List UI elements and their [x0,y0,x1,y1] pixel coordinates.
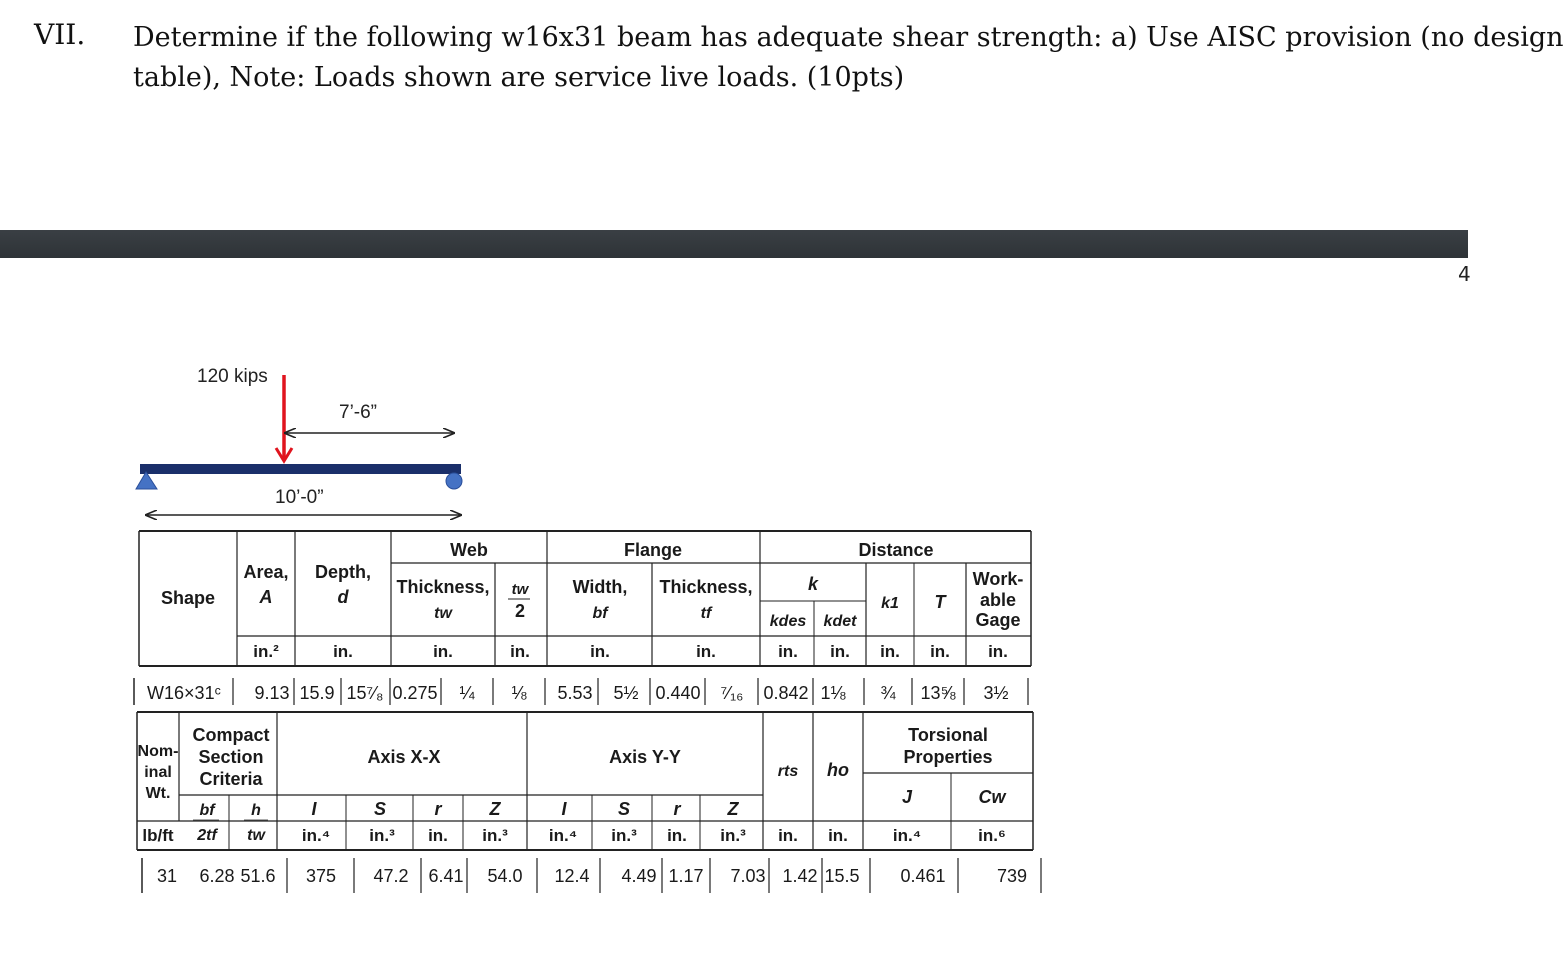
header-depth: Depth, [315,562,371,582]
header-Cw: Cw [978,787,1006,807]
cell-h-tw: 51.6 [240,866,276,886]
header-k: k [807,574,819,594]
cell-tf-frac: ⁷⁄₁₆ [720,683,744,703]
cell-tw-frac: ¼ [459,683,475,703]
question-text [133,18,1564,98]
question-line-2: table), Note: Loads shown are service live loads. (10pts) [133,62,905,93]
header-h-tw-den: tw [247,827,265,844]
unit-Ix: in.⁴ [301,826,331,845]
header-shape: Shape [160,588,216,608]
header-area: Area, [243,562,289,582]
header-Ix: I [311,799,317,819]
group-web: Web [450,540,488,560]
header-area-sym: A [259,587,273,607]
page-corner-mark: 4 [1458,262,1471,286]
cell-depth: 15.9 [299,683,335,703]
cell-Sx: 47.2 [373,866,409,886]
cell-Sy: 4.49 [621,866,657,886]
load-label: 120 kips [197,366,268,387]
header-Zy: Z [727,799,739,819]
page-separator-band [0,230,1468,258]
header-web-thickness-sym: tw [434,605,452,622]
cell-shape: W16×31ᶜ [147,683,221,703]
cell-J: 0.461 [900,866,946,886]
header-torsional-1: Torsional [908,725,988,745]
header-J: J [901,787,913,807]
header-T: T [934,592,946,612]
header-nominal-1: Nom- [137,743,179,760]
cell-ry: 1.17 [668,866,704,886]
cell-kdet: 1⅛ [820,683,846,703]
beam-diagram [0,355,520,530]
cell-wt: 31 [156,866,178,886]
cell-Zx: 54.0 [487,866,523,886]
question-number: VII. [34,18,86,51]
cell-kdes: 0.842 [763,683,809,703]
aisc-property-table [0,527,1060,898]
header-nominal-2: inal [144,764,172,781]
unit-Cw: in.⁶ [978,826,1006,845]
header-tw2-num: tw [511,581,529,598]
header-ho: ho [827,760,849,780]
header-kdes: kdes [769,613,807,630]
unit-rts: in. [778,826,798,845]
header-flange-thickness: Thickness, [659,577,753,597]
header-axis-xx: Axis X-X [367,747,441,767]
header-gage-1: Work- [972,569,1024,589]
cell-Iy: 12.4 [554,866,590,886]
unit-wt: lb/ft [142,826,174,845]
header-Zx: Z [489,799,501,819]
header-Sx: S [373,799,387,819]
unit-Iy: in.⁴ [548,826,578,845]
header-torsional-2: Properties [903,747,993,767]
cell-tw: 0.275 [392,683,438,703]
header-compact-1: Compact [192,725,270,745]
cell-depth-frac: 15⁷⁄₈ [346,683,384,703]
cell-tf: 0.440 [655,683,701,703]
unit-depth: in. [333,642,353,661]
cell-ho: 15.5 [824,866,860,886]
unit-k1: in. [880,642,900,661]
cell-bf-2tf: 6.28 [199,866,235,886]
unit-tw: in. [433,642,453,661]
header-web-thickness: Thickness, [396,577,490,597]
header-h-tw-num: h [251,802,261,819]
header-gage-3: Gage [975,610,1021,630]
unit-kdes: in. [778,642,798,661]
header-tw2-den: 2 [514,601,526,621]
unit-kdet: in. [830,642,850,661]
header-kdet: kdet [823,613,857,630]
cell-gage: 3½ [983,683,1009,703]
unit-rx: in. [428,826,448,845]
header-nominal-3: Wt. [145,785,171,802]
question-line-1: Determine if the following w16x31 beam has adequate shear strength: a) Use AISC provision (no design [133,22,1564,53]
unit-tw2: in. [510,642,530,661]
header-bf-2tf-num: bf [199,802,215,819]
unit-T: in. [930,642,950,661]
unit-bf: in. [590,642,610,661]
span-label: 10’-0” [275,487,324,508]
header-axis-yy: Axis Y-Y [609,747,681,767]
unit-area: in.² [253,642,279,661]
unit-Sy: in.³ [611,826,637,845]
header-k1: k1 [881,595,899,612]
cell-k1: ¾ [880,683,896,703]
cell-Zy: 7.03 [730,866,766,886]
header-bf-2tf-den: 2tf [197,827,217,844]
group-flange: Flange [623,540,683,560]
load-offset-label: 7’-6” [339,402,378,423]
header-rx: r [434,799,442,819]
unit-J: in.⁴ [892,826,922,845]
cell-bf: 5.53 [557,683,593,703]
unit-Sx: in.³ [369,826,395,845]
header-gage-2: able [979,590,1017,610]
cell-rts: 1.42 [782,866,818,886]
unit-ry: in. [667,826,687,845]
cell-area: 9.13 [254,683,290,703]
unit-tf: in. [696,642,716,661]
header-flange-width: Width, [572,577,628,597]
header-Iy: I [561,799,567,819]
cell-tw2: ⅛ [511,683,527,703]
beam [140,464,461,474]
cell-Cw: 739 [996,866,1028,886]
group-distance: Distance [858,540,934,560]
header-compact-3: Criteria [199,769,263,789]
unit-gage: in. [988,642,1008,661]
cell-rx: 6.41 [428,866,464,886]
pin-support [136,472,157,489]
header-depth-sym: d [337,587,349,607]
cell-T: 13⅝ [920,683,956,703]
cell-Ix: 375 [305,866,337,886]
cell-bf-frac: 5½ [613,683,639,703]
unit-Zy: in.³ [720,826,746,845]
header-rts: rts [777,763,799,780]
roller-support [446,473,462,489]
unit-ho: in. [828,826,848,845]
header-ry: r [673,799,681,819]
header-Sy: S [617,799,631,819]
unit-Zx: in.³ [482,826,508,845]
header-flange-thickness-sym: tf [700,605,712,622]
header-compact-2: Section [198,747,264,767]
header-flange-width-sym: bf [592,605,608,622]
